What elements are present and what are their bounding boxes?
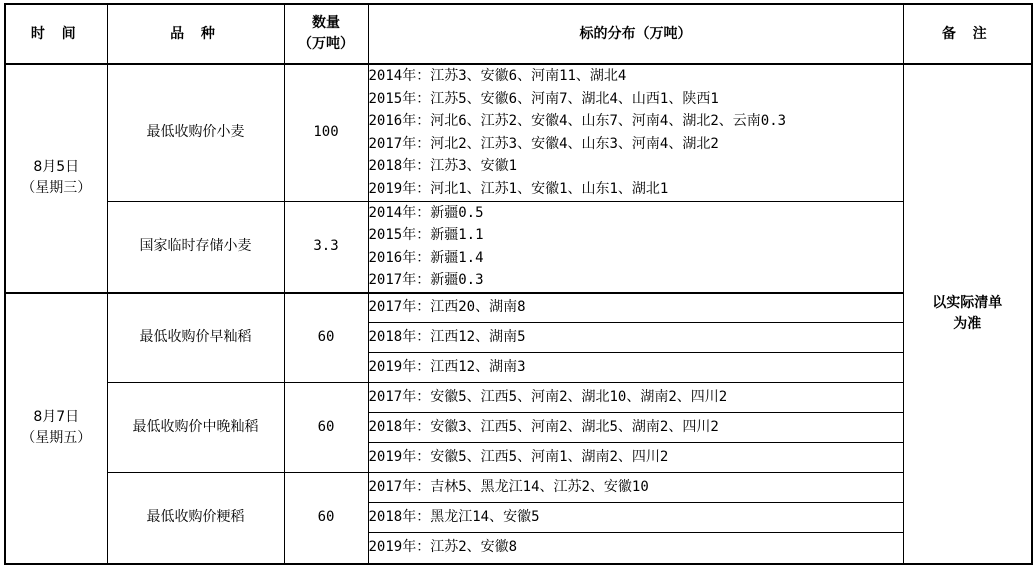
table-row bbox=[5, 473, 1032, 503]
table-header-row bbox=[5, 4, 1032, 64]
header-quantity bbox=[284, 4, 368, 64]
table-row bbox=[5, 383, 1032, 413]
remark-cell bbox=[903, 64, 1032, 564]
table-row bbox=[5, 64, 1032, 201]
distribution-line: 2017年：新疆0.3 bbox=[368, 272, 484, 288]
distribution-cell: 2018年：黑龙江14、安徽5 bbox=[368, 503, 903, 533]
variety-cell: 最低收购价粳稻 bbox=[107, 473, 284, 564]
header-quantity-line2: （万吨） bbox=[298, 36, 354, 52]
quantity-cell: 60 bbox=[284, 473, 368, 564]
header-time: 时 间 bbox=[5, 4, 107, 64]
quantity-cell: 60 bbox=[284, 383, 368, 473]
header-quantity-line1: 数量 bbox=[312, 15, 340, 31]
distribution-cell: 2018年：安徽3、江西5、河南2、湖北5、湖南2、四川2 bbox=[368, 413, 903, 443]
distribution-cell: 2019年：安徽5、江西5、河南1、湖南2、四川2 bbox=[368, 443, 903, 473]
variety-cell: 最低收购价早籼稻 bbox=[107, 293, 284, 383]
remark-line2: 为准 bbox=[953, 315, 982, 332]
distribution-cell: 2017年：吉林5、黑龙江14、江苏2、安徽10 bbox=[368, 473, 903, 503]
distribution-cell: 2019年：江西12、湖南3 bbox=[368, 353, 903, 383]
variety-cell: 最低收购价中晚籼稻 bbox=[107, 383, 284, 473]
weekday-label: （星期五） bbox=[21, 430, 92, 446]
date-cell-aug7 bbox=[5, 293, 107, 564]
distribution-line: 2015年：新疆1.1 bbox=[368, 227, 484, 243]
header-variety: 品 种 bbox=[107, 4, 284, 64]
date-cell-aug5 bbox=[5, 64, 107, 293]
distribution-cell bbox=[368, 201, 903, 293]
header-remark: 备 注 bbox=[903, 4, 1032, 64]
distribution-line: 2015年：江苏5、安徽6、河南7、湖北4、山西1、陕西1 bbox=[368, 90, 719, 107]
quantity-cell: 60 bbox=[284, 293, 368, 383]
variety-cell: 国家临时存储小麦 bbox=[107, 201, 284, 293]
date-label: 8月7日 bbox=[33, 409, 80, 425]
date-label: 8月5日 bbox=[33, 159, 80, 176]
distribution-cell: 2017年：安徽5、江西5、河南2、湖北10、湖南2、四川2 bbox=[368, 383, 903, 413]
distribution-line: 2019年：河北1、江苏1、安徽1、山东1、湖北1 bbox=[368, 180, 669, 197]
distribution-line: 2016年：新疆1.4 bbox=[368, 249, 484, 266]
weekday-label: （星期三） bbox=[21, 180, 92, 197]
header-distribution: 标的分布（万吨） bbox=[368, 4, 903, 64]
grain-auction-table bbox=[4, 3, 1033, 565]
distribution-line: 2017年：河北2、江苏3、安徽4、山东3、河南4、湖北2 bbox=[368, 135, 719, 152]
distribution-cell: 2019年：江苏2、安徽8 bbox=[368, 533, 903, 564]
distribution-line: 2014年：新疆0.5 bbox=[368, 204, 484, 221]
distribution-line: 2018年：江苏3、安徽1 bbox=[368, 158, 518, 175]
quantity-cell: 3.3 bbox=[284, 201, 368, 293]
distribution-line: 2016年：河北6、江苏2、安徽4、山东7、河南4、湖北2、云南0.3 bbox=[368, 113, 787, 130]
distribution-cell: 2018年：江西12、湖南5 bbox=[368, 323, 903, 353]
quantity-cell: 100 bbox=[284, 64, 368, 201]
variety-cell: 最低收购价小麦 bbox=[107, 64, 284, 201]
remark-line1: 以实际清单 bbox=[932, 294, 1003, 311]
distribution-cell bbox=[368, 64, 903, 201]
table-row bbox=[5, 293, 1032, 323]
distribution-line: 2014年：江苏3、安徽6、河南11、湖北4 bbox=[368, 68, 627, 85]
table-row bbox=[5, 201, 1032, 293]
distribution-cell: 2017年：江西20、湖南8 bbox=[368, 293, 903, 323]
